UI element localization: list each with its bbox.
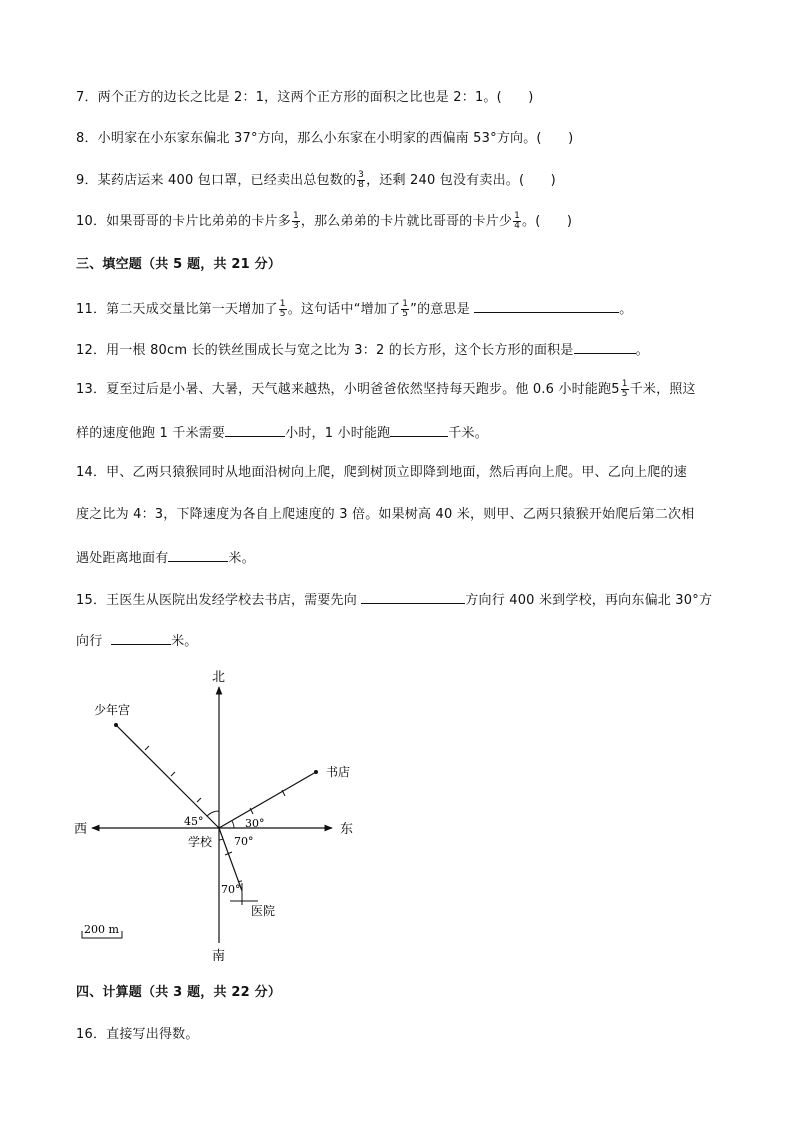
answer-blank[interactable]: [474, 298, 619, 313]
tick-mark: [171, 772, 175, 776]
fraction: [357, 171, 365, 190]
question-13-line-1: [76, 380, 696, 400]
fraction: [401, 300, 409, 319]
fraction: [621, 380, 629, 399]
question-8-text: 8．小明家在小东家东偏北 37°方向，那么小东家在小明家的西偏南 53°方向。: [76, 131, 537, 146]
question-13-text-end: 千米，照这: [629, 382, 696, 397]
question-15-text: 向行: [76, 634, 103, 649]
question-13-text: 样的速度他跑 1 千米需要: [76, 426, 226, 441]
question-15-line-2: [76, 630, 197, 652]
north-label: 北: [212, 670, 226, 685]
bookstore-point: [314, 770, 318, 774]
palace-label: 少年宫: [94, 703, 131, 717]
question-14-text-end: 米。: [228, 551, 255, 566]
answer-blank[interactable]: [225, 422, 285, 437]
question-11: [76, 298, 632, 320]
question-11-text: 11．第二天成交量比第一天增加了: [76, 302, 278, 317]
question-14-text: 遇处距离地面有: [76, 551, 169, 566]
answer-paren[interactable]: ( ): [535, 214, 573, 229]
question-12-text: 12．用一根 80cm 长的铁丝围成长与宽之比为 3：2 的长方形，这个长方形的面积是: [76, 343, 574, 358]
question-14-line-1: 14．甲、乙两只猿猴同时从地面沿树向上爬，爬到树顶立即降到地面，然后再向上爬。甲、乙向上爬的速: [76, 465, 687, 480]
fraction: [292, 212, 300, 231]
question-11-text-end: ”的意思是: [410, 302, 470, 317]
question-10-text: 10．如果哥哥的卡片比弟弟的卡片多: [76, 214, 291, 229]
question-9: [76, 171, 556, 191]
angle-45-label: 45°: [184, 815, 204, 828]
answer-paren[interactable]: ( ): [536, 131, 574, 146]
denominator: 5: [621, 389, 628, 399]
denominator: 3: [292, 221, 299, 231]
question-13-text-mid: 小时，1 小时能跑: [285, 426, 391, 441]
denominator: 8: [358, 180, 365, 190]
east-label: 东: [340, 822, 354, 837]
answer-blank[interactable]: [574, 339, 636, 354]
question-10-text-end: 。: [522, 214, 536, 229]
direction-diagram: [70, 665, 370, 965]
question-16: 16．直接写出得数。: [76, 1027, 199, 1042]
answer-blank[interactable]: [111, 630, 171, 645]
tick-mark: [145, 746, 149, 750]
question-15-text: 15．王医生从医院出发经学校去书店，需要先向: [76, 593, 357, 608]
bookstore-label: 书店: [326, 765, 351, 779]
bookstore-line: [219, 772, 316, 828]
numerator: 3: [358, 170, 365, 180]
tick-mark: [197, 798, 201, 802]
answer-paren[interactable]: ( ): [518, 173, 556, 188]
answer-paren[interactable]: ( ): [496, 90, 534, 105]
question-13-line-2: [76, 422, 488, 444]
angle-30-arc: [232, 821, 234, 828]
numerator: 1: [279, 299, 286, 309]
denominator: 5: [402, 309, 409, 319]
numerator: 1: [402, 299, 409, 309]
question-12: [76, 339, 649, 361]
question-9-text-end: ，还剩 240 包没有卖出。: [366, 173, 519, 188]
fraction: [513, 212, 521, 231]
angle-70-hospital-label: 70°: [221, 883, 241, 896]
west-label: 西: [74, 822, 88, 837]
numerator: 1: [621, 379, 628, 389]
angle-30-label: 30°: [245, 817, 265, 830]
answer-blank[interactable]: [168, 547, 228, 562]
numerator: 1: [292, 211, 299, 221]
numerator: 1: [514, 211, 521, 221]
fraction: [279, 300, 287, 319]
period: 。: [635, 343, 649, 358]
section-4-heading: 四、计算题（共 3 题，共 22 分）: [76, 985, 282, 1000]
palace-point: [114, 723, 118, 727]
angle-70-label: 70°: [234, 835, 254, 848]
denominator: 4: [514, 221, 521, 231]
question-10-text-mid: ，那么弟弟的卡片就比哥哥的卡片少: [300, 214, 513, 229]
hospital-label: 医院: [251, 904, 276, 918]
question-9-text: 9．某药店运来 400 包口罩，已经卖出总包数的: [76, 173, 357, 188]
school-label: 学校: [188, 835, 213, 849]
question-15-text-end: 米。: [171, 634, 198, 649]
question-14-line-3: [76, 547, 255, 569]
question-15-text-mid: 方向行 400 米到学校，再向东偏北 30°方: [465, 593, 713, 608]
answer-blank[interactable]: [361, 589, 465, 604]
question-7-text: 7．两个正方的边长之比是 2：1，这两个正方形的面积之比也是 2：1。: [76, 90, 497, 105]
question-10: [76, 212, 572, 232]
angle-45-arc: [207, 811, 219, 816]
south-label: 南: [212, 949, 226, 964]
question-11-text-mid: 。这句话中“增加了: [287, 302, 401, 317]
question-13-text-end: 千米。: [448, 426, 488, 441]
denominator: 5: [279, 309, 286, 319]
mixed-whole: 5: [611, 382, 620, 397]
section-3-heading: 三、填空题（共 5 题，共 21 分）: [76, 257, 282, 272]
question-7: [76, 88, 534, 108]
palace-line: [116, 725, 219, 828]
period: 。: [619, 302, 633, 317]
question-15-line-1: [76, 589, 712, 611]
scale-label: 200 m: [84, 923, 119, 936]
question-8: [76, 129, 573, 149]
answer-blank[interactable]: [390, 422, 448, 437]
question-14-line-2: 度之比为 4：3，下降速度为各自上爬速度的 3 倍。如果树高 40 米，则甲、乙两只猿猴开始爬后第二次相: [76, 507, 695, 522]
question-13-text: 13．夏至过后是小暑、大暑，天气越来越热，小明爸爸依然坚持每天跑步。他 0.6 小时能跑: [76, 382, 612, 397]
